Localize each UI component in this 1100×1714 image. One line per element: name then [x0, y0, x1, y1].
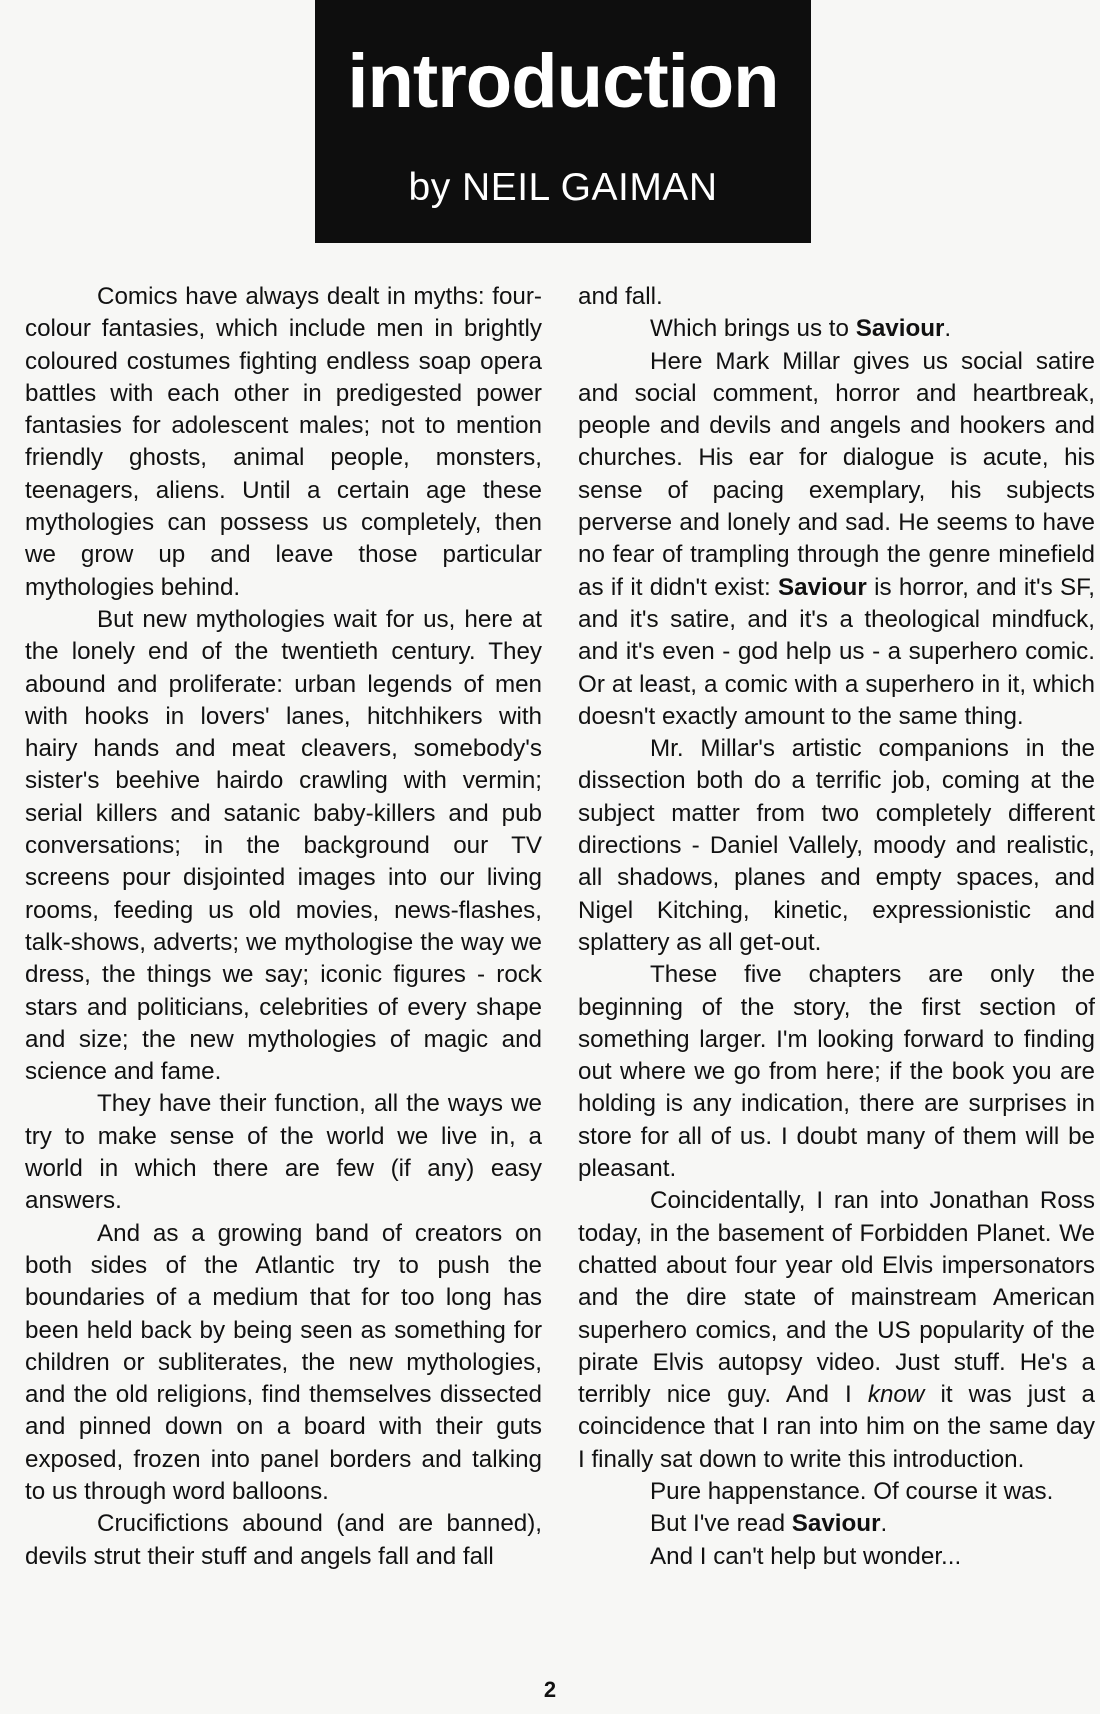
emphasis: know: [867, 1381, 925, 1409]
paragraph: Crucifictions abound (and are banned), devils strut their stuff and angels fall and fall: [25, 1510, 542, 1570]
paragraph: These five chapters are only the beginning of the story, the first section of something larger. I'm looking forward to finding out where we go from here; if the book you are holding is any indication, there are surprises in store for all of us. I doubt many of them will be pleasant.: [578, 961, 1095, 1183]
paragraph: Here Mark Millar gives us social satire and social comment, horror and heartbreak, people and devils and angels and hookers and churches. His ear for dialogue is acute, his sense of pacing exemplary, his subjects perverse and lonely and sad. He seems to have no fear of trampling through the genre minefield as if it didn't exist: Saviour is horror, and it's SF, and it's satire, and it's a theological mindfuck, and it's even - god help us - a superhero comic. Or at least, a comic with a superhero in it, which doesn't exactly amount to the same thing.: [578, 347, 1095, 730]
paragraph: Pure happenstance. Of course it was.: [650, 1477, 1054, 1505]
author-byline: by NEIL GAIMAN: [408, 166, 718, 209]
paragraph: But I've read Saviour.: [650, 1510, 888, 1538]
right-column: [578, 281, 1095, 1573]
paragraph: Coincidentally, I ran into Jonathan Ross today, in the basement of Forbidden Planet. We chatted about four year old Elvis impersonators and the dire state of mainstream American superhero comics, and the US popularity of the pirate Elvis autopsy video. Just stuff. He's a terribly nice guy. And I know it was just a coincidence that I ran into him on the same day I finally sat down to write this introduction.: [578, 1187, 1095, 1473]
paragraph: And I can't help but wonder...: [650, 1542, 962, 1570]
title-block: [315, 0, 811, 243]
book-title: Saviour: [791, 1510, 881, 1538]
book-title: Saviour: [855, 315, 945, 343]
paragraph: Which brings us to Saviour.: [650, 315, 952, 343]
page-title: introduction: [347, 39, 779, 124]
paragraph: Mr. Millar's artistic companions in the dissection both do a terrific job, coming at the subject matter from two completely different directions - Daniel Vallely, moody and realistic, all shadows, planes and empty spaces, and Nigel Kitching, kinetic, expressionistic and splattery as all get-out.: [578, 735, 1095, 956]
paragraph: But new mythologies wait for us, here at the lonely end of the twentieth century. They abound and proliferate: urban legends of men with hooks in lovers' lanes, hitchhikers with hairy hands and meat cleavers, somebody's sister's beehive hairdo crawling with vermin; serial killers and satanic baby-killers and pub conversations; in the background our TV screens pour disjointed images into our living rooms, feeding us old movies, news-flashes, talk-shows, adverts; we mythologise the way we dress, the things we say; iconic figures - rock stars and politicians, celebrities of every shape and size; the new mythologies of magic and science and fame.: [25, 605, 542, 1086]
paragraph-continuation: and fall.: [578, 283, 663, 310]
left-column: [25, 281, 542, 1573]
page-number: 2: [543, 1677, 557, 1702]
paragraph: And as a growing band of creators on both sides of the Atlantic try to push the boundaries of a medium that for too long has been held back by being seen as something for children or subliterates, the new mythologies, and the old religions, find themselves dissected and pinned down on a board with their guts exposed, frozen into panel borders and talking to us through word balloons.: [25, 1219, 542, 1505]
book-title: Saviour: [778, 573, 867, 601]
paragraph: Comics have always dealt in myths: four-colour fantasies, which include men in brightly coloured costumes fighting endless soap opera battles with each other in predigested power fantasies for adolescent males; not to mention friendly ghosts, animal people, monsters, teenagers, aliens. Until a certain age these mythologies can possess us completely, then we grow up and leave those particular mythologies behind.: [25, 283, 542, 601]
paragraph: They have their function, all the ways we try to make sense of the world we live in, a world in which there are few (if any) easy answers.: [25, 1090, 542, 1215]
